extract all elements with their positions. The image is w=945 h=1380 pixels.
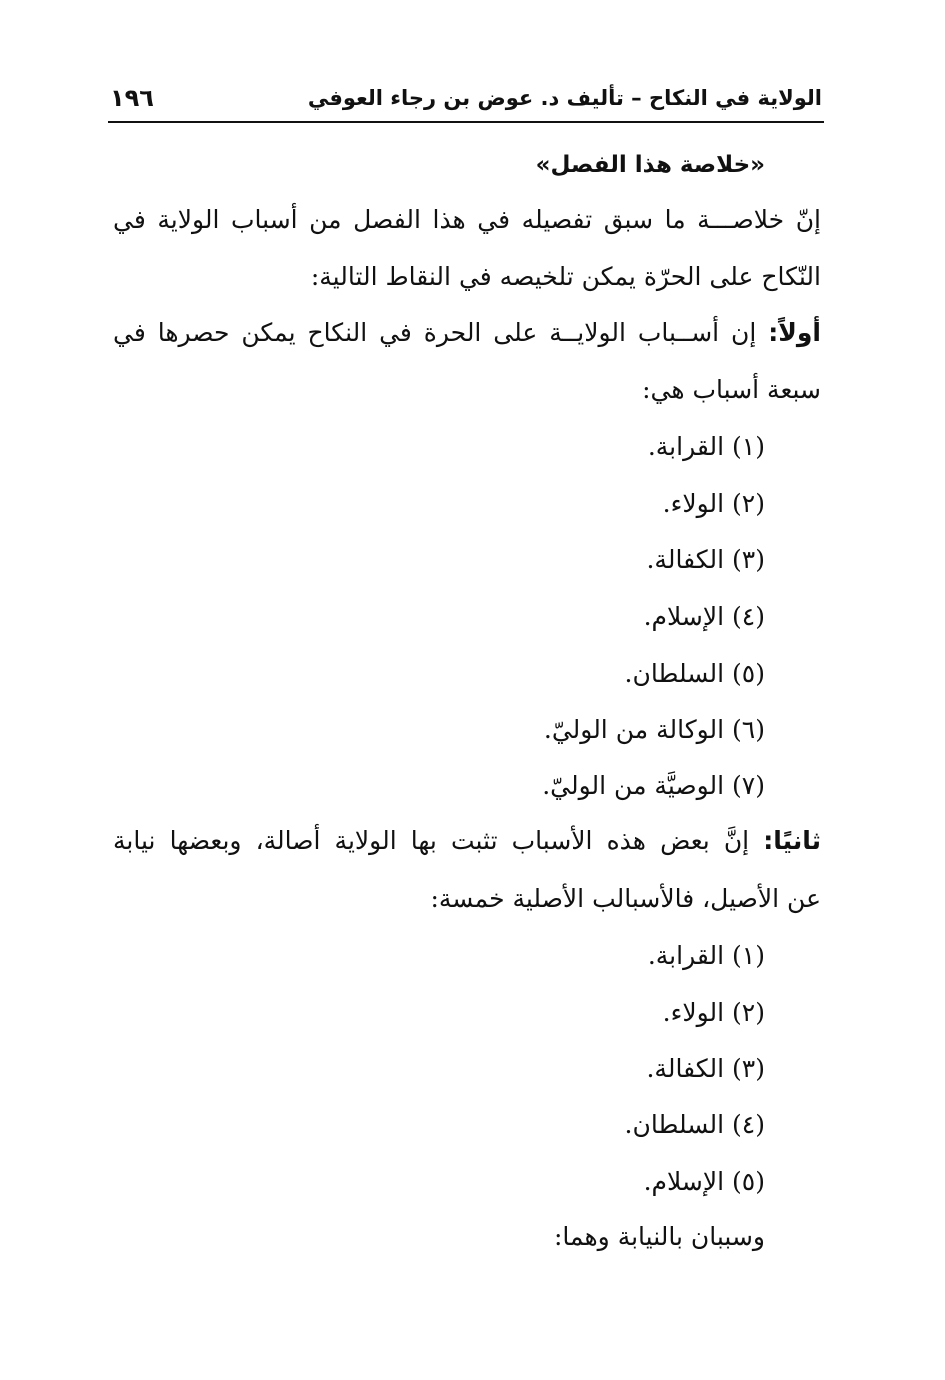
- first-list-item-5: (٥) السلطان.: [624, 659, 765, 688]
- first-list-item-7: (٧) الوصيَّة من الوليّ.: [542, 771, 765, 800]
- first-point-line-2: سبعة أسباب هي:: [642, 375, 821, 404]
- second-point-line-2: عن الأصيل، فالأسبالب الأصلية خمسة:: [430, 884, 821, 913]
- section-title: «خلاصة هذا الفصل»: [535, 152, 765, 178]
- first-list-item-1: (١) القرابة.: [647, 432, 765, 461]
- header-rule: [108, 121, 824, 123]
- first-point-line-1: [113, 318, 821, 348]
- first-list-item-2: (٢) الولاء.: [662, 489, 765, 518]
- closing-line: وسببان بالنيابة وهما:: [554, 1222, 765, 1251]
- second-list-item-4: (٤) السلطان.: [624, 1110, 765, 1139]
- intro-line-2: النّكاح على الحرّة يمكن تلخيصه في النقاط التالية:: [310, 262, 821, 291]
- page-number: ١٩٦: [110, 84, 154, 112]
- first-list-item-4: (٤) الإسلام.: [643, 602, 765, 631]
- first-list-item-6: (٦) الوكالة من الوليّ.: [543, 715, 765, 744]
- second-list-item-2: (٢) الولاء.: [662, 998, 765, 1027]
- first-list-item-3: (٣) الكفالة.: [646, 545, 765, 574]
- second-list-item-1: (١) القرابة.: [647, 941, 765, 970]
- header-title: الولاية في النكاح – تأليف د. عوض بن رجاء العوفي: [307, 86, 822, 110]
- second-list-item-3: (٣) الكفالة.: [646, 1054, 765, 1083]
- second-list-item-5: (٥) الإسلام.: [643, 1167, 765, 1196]
- first-point-label: أولاً:: [768, 318, 822, 347]
- intro-line-1: إنّ خلاصـــة ما سبق تفصيله في هذا الفصل من أسباب الولاية في: [113, 205, 821, 234]
- second-point-text: إنَّ بعض هذه الأسباب تثبت بها الولاية أصالة، وبعضها نيابة: [113, 826, 750, 855]
- second-point-line-1: [113, 826, 821, 856]
- second-point-label: ثانيًا:: [763, 826, 821, 855]
- first-point-text: إن أســباب الولايــة على الحرة في النكاح يمكن حصرها في: [113, 318, 757, 347]
- running-header: [108, 84, 824, 120]
